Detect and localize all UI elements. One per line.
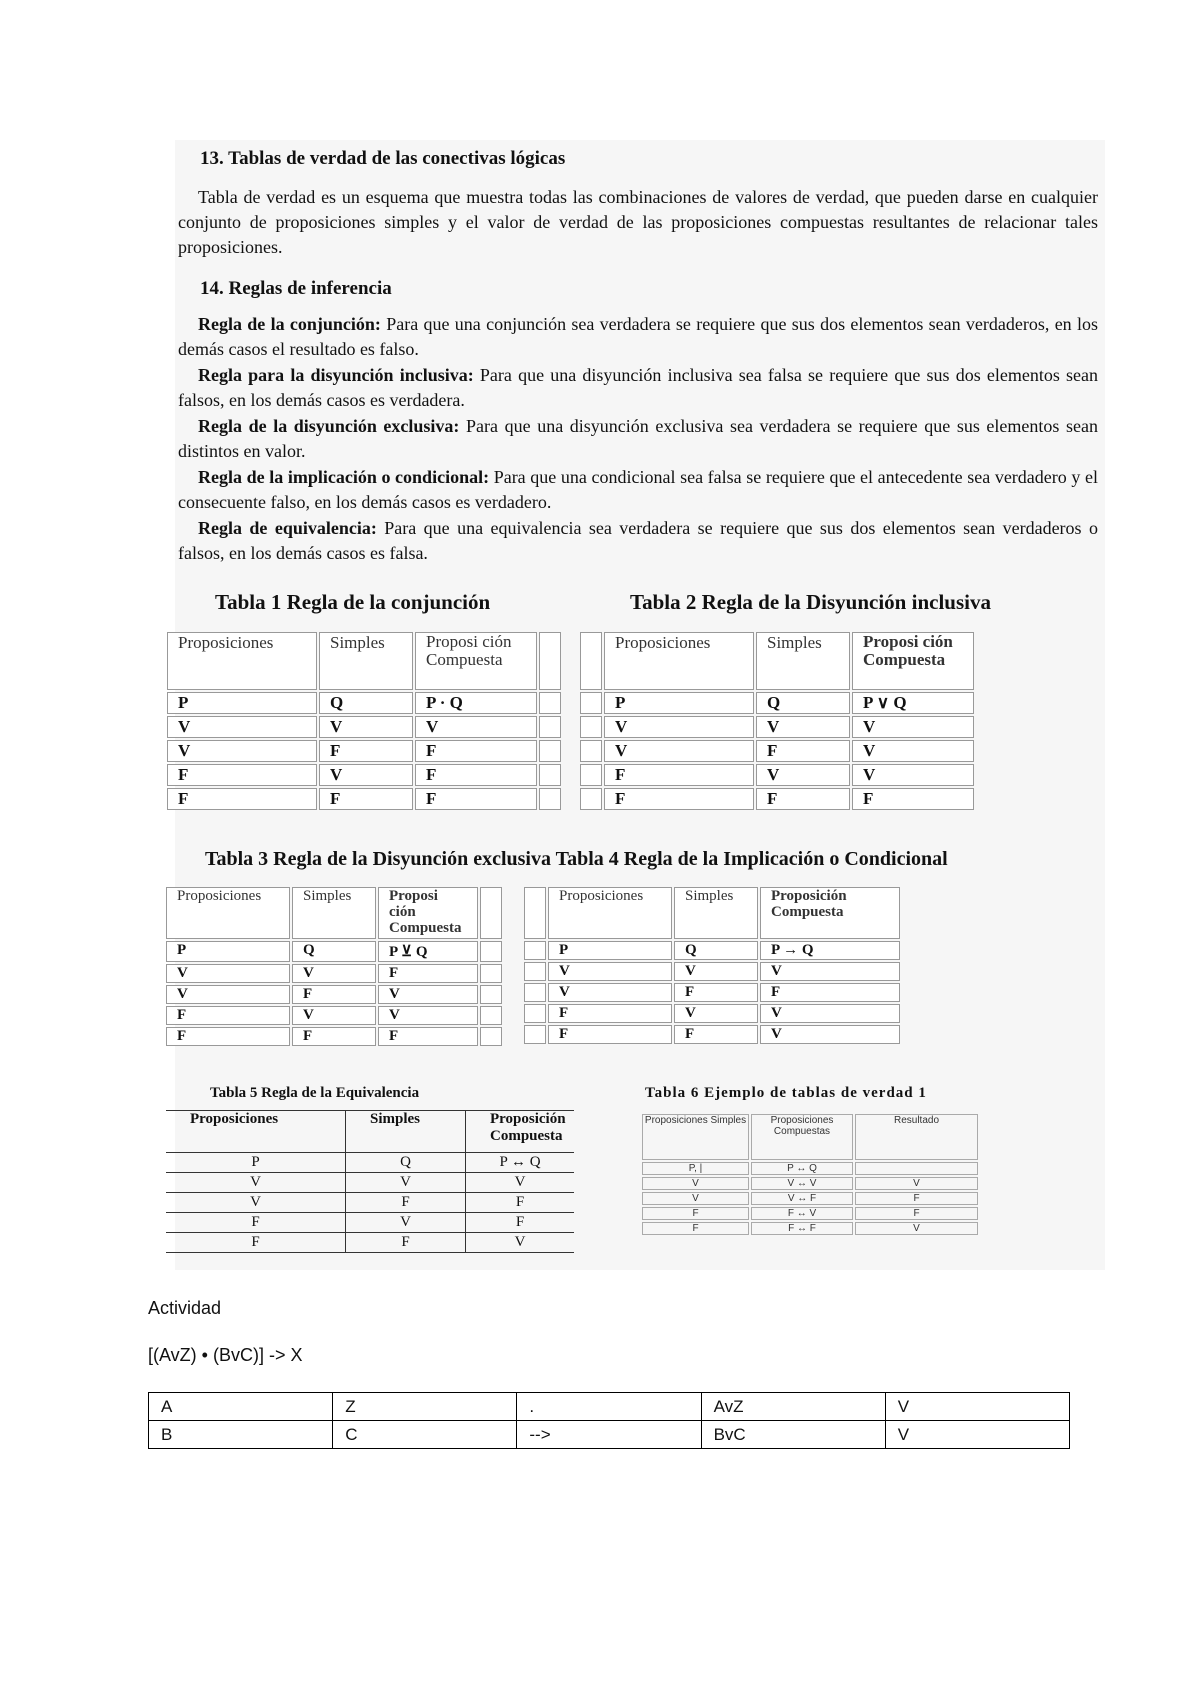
table-cell: Q [756, 692, 850, 714]
table-cell: F [166, 1233, 346, 1253]
table-cell: P · Q [415, 692, 537, 714]
rule-text: Para que una condicional sea falsa se requiere que el antecedente sea verdadero y el consecuente falso, en los demás casos es verdadero. [178, 467, 1098, 512]
section-13-title: 13. Tablas de verdad de las conectivas lógicas [200, 148, 566, 169]
table-cell: V [378, 985, 478, 1004]
table-1-caption: Tabla 1 Regla de la conjunción [215, 590, 491, 614]
table-cell: BvC [701, 1421, 885, 1449]
header-cell: Simples [319, 632, 413, 690]
rule-implication [178, 465, 1098, 515]
activity-formula: [(AvZ) • (BvC)] -> X [148, 1345, 303, 1365]
table-cell: F [855, 1192, 978, 1205]
table-4 [522, 885, 902, 1046]
spacer-cell [580, 632, 602, 690]
spacer-cell [539, 692, 561, 714]
table-row [149, 1393, 1070, 1421]
header-cell: Proposi ción Compuesta [852, 632, 974, 690]
table-cell: F [167, 764, 317, 786]
table-cell: F [760, 983, 900, 1002]
table-cell: V [466, 1233, 575, 1253]
header-cell: Simples [346, 1111, 466, 1153]
table-cell: V [855, 1222, 978, 1235]
table-cell: P [604, 692, 754, 714]
table-cell: F [346, 1193, 466, 1213]
table-cell: V [756, 764, 850, 786]
header-cell: Simples [756, 632, 850, 690]
table-cell: V [760, 1004, 900, 1023]
rule-name: Regla para la disyunción inclusiva: [198, 365, 474, 385]
table-cell: V [378, 1006, 478, 1025]
table-2-caption: Tabla 2 Regla de la Disyunción inclusiva [630, 590, 991, 614]
header-cell: Resultado [855, 1114, 978, 1160]
spacer-cell [524, 1025, 546, 1044]
header-cell: Proposición Compuesta [760, 887, 900, 939]
table-cell: V [852, 716, 974, 738]
table-cell: F [642, 1207, 749, 1220]
rule-name: Regla de equivalencia: [198, 518, 377, 538]
table-cell: F [642, 1222, 749, 1235]
table-cell: V [548, 962, 672, 981]
activity-label: Actividad [148, 1298, 222, 1318]
table-cell: F [604, 764, 754, 786]
spacer-cell [480, 985, 502, 1004]
rule-text: Para que una disyunción exclusiva sea verdadera se requiere que sus elementos sean distintos en valor. [178, 416, 1098, 461]
table-3-4-caption: Tabla 3 Regla de la Disyunción exclusiva Tabla 4 Regla de la Implicación o Condicional [205, 848, 948, 870]
rule-text: Para que una conjunción sea verdadera se requiere que sus dos elementos sean verdaderos, en los demás casos el resultado es falso. [178, 314, 1098, 359]
table-cell: V [604, 716, 754, 738]
table-cell [855, 1162, 978, 1175]
table-cell: AvZ [701, 1393, 885, 1421]
spacer-cell [480, 964, 502, 983]
spacer-cell [524, 983, 546, 1002]
rule-text: Para que una equivalencia sea verdadera se requiere que sus dos elementos sean verdaderos o falsos, en los demás casos es falsa. [178, 518, 1098, 563]
table-cell: V [885, 1421, 1069, 1449]
header-cell: Proposiciones [604, 632, 754, 690]
table-cell: F [319, 740, 413, 762]
table-cell: A [149, 1393, 333, 1421]
spacer-cell [580, 740, 602, 762]
table-cell: P, | [642, 1162, 749, 1175]
table-cell: V [604, 740, 754, 762]
table-cell: V [760, 962, 900, 981]
table-5 [166, 1110, 574, 1253]
table-cell: F [466, 1193, 575, 1213]
rule-name: Regla de la conjunción: [198, 314, 381, 334]
table-cell: V [642, 1177, 749, 1190]
spacer-cell [539, 632, 561, 690]
table-cell: V [166, 1193, 346, 1213]
table-cell: F [415, 764, 537, 786]
activity-table [148, 1392, 1070, 1449]
table-cell: . [517, 1393, 701, 1421]
table-cell: V [167, 716, 317, 738]
table-cell: F [346, 1233, 466, 1253]
table-cell: V [674, 1004, 758, 1023]
table-cell: F ↔ V [751, 1207, 853, 1220]
table-cell: P ↔ Q [466, 1153, 575, 1173]
table-cell: V [852, 764, 974, 786]
table-cell: F [852, 788, 974, 810]
table-cell: F [166, 1006, 290, 1025]
rule-name: Regla de la disyunción exclusiva: [198, 416, 460, 436]
header-cell: Proposi ción Compuesta [415, 632, 537, 690]
table-cell: V [548, 983, 672, 1002]
spacer-cell [580, 788, 602, 810]
table-cell: Q [674, 941, 758, 960]
spacer-cell [480, 1006, 502, 1025]
table-cell: V [319, 764, 413, 786]
header-cell: Simples [292, 887, 376, 939]
table-cell: Q [346, 1153, 466, 1173]
rule-name: Regla de la implicación o condicional: [198, 467, 490, 487]
spacer-cell [539, 716, 561, 738]
table-cell: F [415, 740, 537, 762]
table-cell: P → Q [760, 941, 900, 960]
table-6 [640, 1112, 980, 1237]
table-cell: V [642, 1192, 749, 1205]
table-cell: F [604, 788, 754, 810]
section-14-title: 14. Reglas de inferencia [200, 278, 392, 299]
table-cell: F [548, 1025, 672, 1044]
spacer-cell [524, 962, 546, 981]
table-cell: V [855, 1177, 978, 1190]
table-cell: V [166, 985, 290, 1004]
table-cell: P ⊻ Q [378, 941, 478, 962]
table-cell: P [548, 941, 672, 960]
spacer-cell [524, 941, 546, 960]
table-5-caption: Tabla 5 Regla de la Equivalencia [210, 1085, 420, 1101]
spacer-cell [539, 764, 561, 786]
table-cell: F [855, 1207, 978, 1220]
table-cell: V [167, 740, 317, 762]
rule-equivalence [178, 516, 1098, 566]
table-cell: P [166, 941, 290, 962]
table-cell: Z [333, 1393, 517, 1421]
spacer-cell [580, 716, 602, 738]
rule-text: Para que una disyunción inclusiva sea falsa se requiere que sus dos elementos sean falsos, en los demás casos es verdadera. [178, 365, 1099, 410]
table-cell: V [346, 1213, 466, 1233]
table-cell: F [378, 964, 478, 983]
table-cell: F [548, 1004, 672, 1023]
table-cell: V [166, 1173, 346, 1193]
table-cell: V [466, 1173, 575, 1193]
table-cell: Q [292, 941, 376, 962]
rule-inclusive-disjunction [178, 363, 1098, 413]
spacer-cell [524, 1004, 546, 1023]
header-cell: Proposiciones Simples [642, 1114, 749, 1160]
table-cell: P ↔ Q [751, 1162, 853, 1175]
table-cell: P [166, 1153, 346, 1173]
rule-exclusive-disjunction [178, 414, 1098, 464]
table-cell: V [852, 740, 974, 762]
table-cell: F [166, 1027, 290, 1046]
table-cell: F [292, 1027, 376, 1046]
table-cell: F [674, 1025, 758, 1044]
header-cell: Proposiciones [167, 632, 317, 690]
table-cell: V ↔ V [751, 1177, 853, 1190]
rule-conjunction [178, 312, 1098, 362]
table-3 [164, 885, 504, 1048]
spacer-cell [539, 740, 561, 762]
table-cell: F [378, 1027, 478, 1046]
table-cell: V [319, 716, 413, 738]
table-cell: V [292, 964, 376, 983]
table-cell: F [166, 1213, 346, 1233]
table-6-caption: Tabla 6 Ejemplo de tablas de verdad 1 [645, 1085, 927, 1101]
table-cell: B [149, 1421, 333, 1449]
table-cell: V ↔ F [751, 1192, 853, 1205]
header-cell: Proposiciones [166, 887, 290, 939]
table-cell: V [166, 964, 290, 983]
table-cell: F [756, 788, 850, 810]
table-cell: F [292, 985, 376, 1004]
table-row [149, 1421, 1070, 1449]
table-cell: V [885, 1393, 1069, 1421]
table-cell: V [346, 1173, 466, 1193]
section-13-text: Tabla de verdad es un esquema que muestra todas las combinaciones de valores de verdad, que pueden darse en cualquier conjunto de proposiciones simples y el valor de verdad de las proposiciones compuestas resultantes de relacionar tales proposiciones. [178, 187, 1098, 257]
table-cell: --> [517, 1421, 701, 1449]
table-cell: P [167, 692, 317, 714]
table-cell: F [167, 788, 317, 810]
spacer-cell [524, 887, 546, 939]
table-cell: F [756, 740, 850, 762]
spacer-cell [539, 788, 561, 810]
header-cell: Proposi ción Compuesta [378, 887, 478, 939]
header-cell: Proposición Compuesta [466, 1111, 575, 1153]
spacer-cell [480, 1027, 502, 1046]
header-cell: Proposiciones [166, 1111, 346, 1153]
spacer-cell [480, 887, 502, 939]
table-cell: V [292, 1006, 376, 1025]
table-cell: V [756, 716, 850, 738]
table-cell: F ↔ F [751, 1222, 853, 1235]
table-2 [578, 630, 976, 812]
header-cell: Proposiciones Compuestas [751, 1114, 853, 1160]
table-cell: Q [319, 692, 413, 714]
spacer-cell [580, 764, 602, 786]
header-cell: Simples [674, 887, 758, 939]
spacer-cell [480, 941, 502, 962]
table-1 [165, 630, 563, 812]
table-cell: F [466, 1213, 575, 1233]
table-cell: V [415, 716, 537, 738]
table-cell: F [415, 788, 537, 810]
table-cell: C [333, 1421, 517, 1449]
spacer-cell [580, 692, 602, 714]
table-cell: F [674, 983, 758, 1002]
table-cell: V [760, 1025, 900, 1044]
header-cell: Proposiciones [548, 887, 672, 939]
table-cell: P ∨ Q [852, 692, 974, 714]
table-cell: F [319, 788, 413, 810]
table-cell: V [674, 962, 758, 981]
